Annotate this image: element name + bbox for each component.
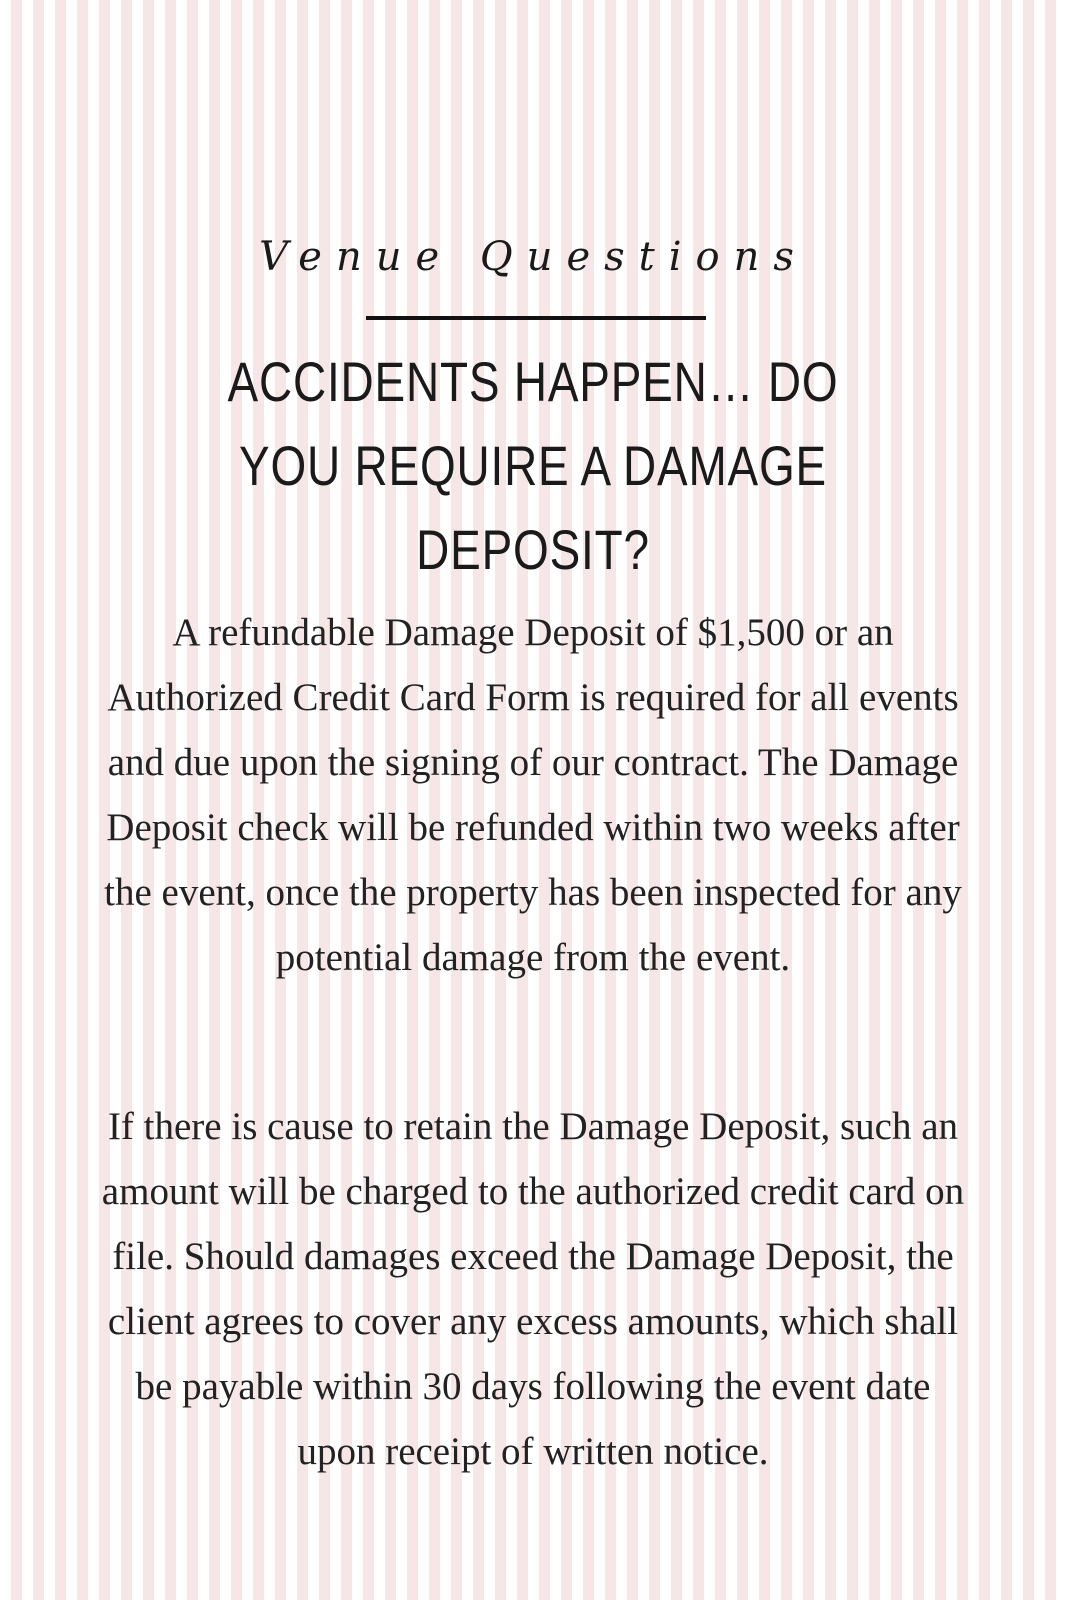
title-divider (366, 316, 706, 320)
answer-paragraph-2: If there is cause to retain the Damage Deposit, such an amount will be charged to the authorized credit card on file. Should damages exceed the Damage Deposit, the client agrees to cover any excess amounts, which shall be payable within 30 days following the event date upon receipt of written notice. (101, 1105, 965, 1473)
section-eyebrow: Venue Questions (259, 234, 808, 280)
answer-paragraph-1: A refundable Damage Deposit of $1,500 or an Authorized Credit Card Form is required for all events and due upon the signing of our contract. The Damage Deposit check will be refunded within two weeks after the event, once the property has been inspected for any potential damage from the event. (104, 611, 962, 979)
question-heading: ACCIDENTS HAPPEN… DO YOU REQUIRE A DAMAGE DEPOSIT? (227, 350, 839, 581)
